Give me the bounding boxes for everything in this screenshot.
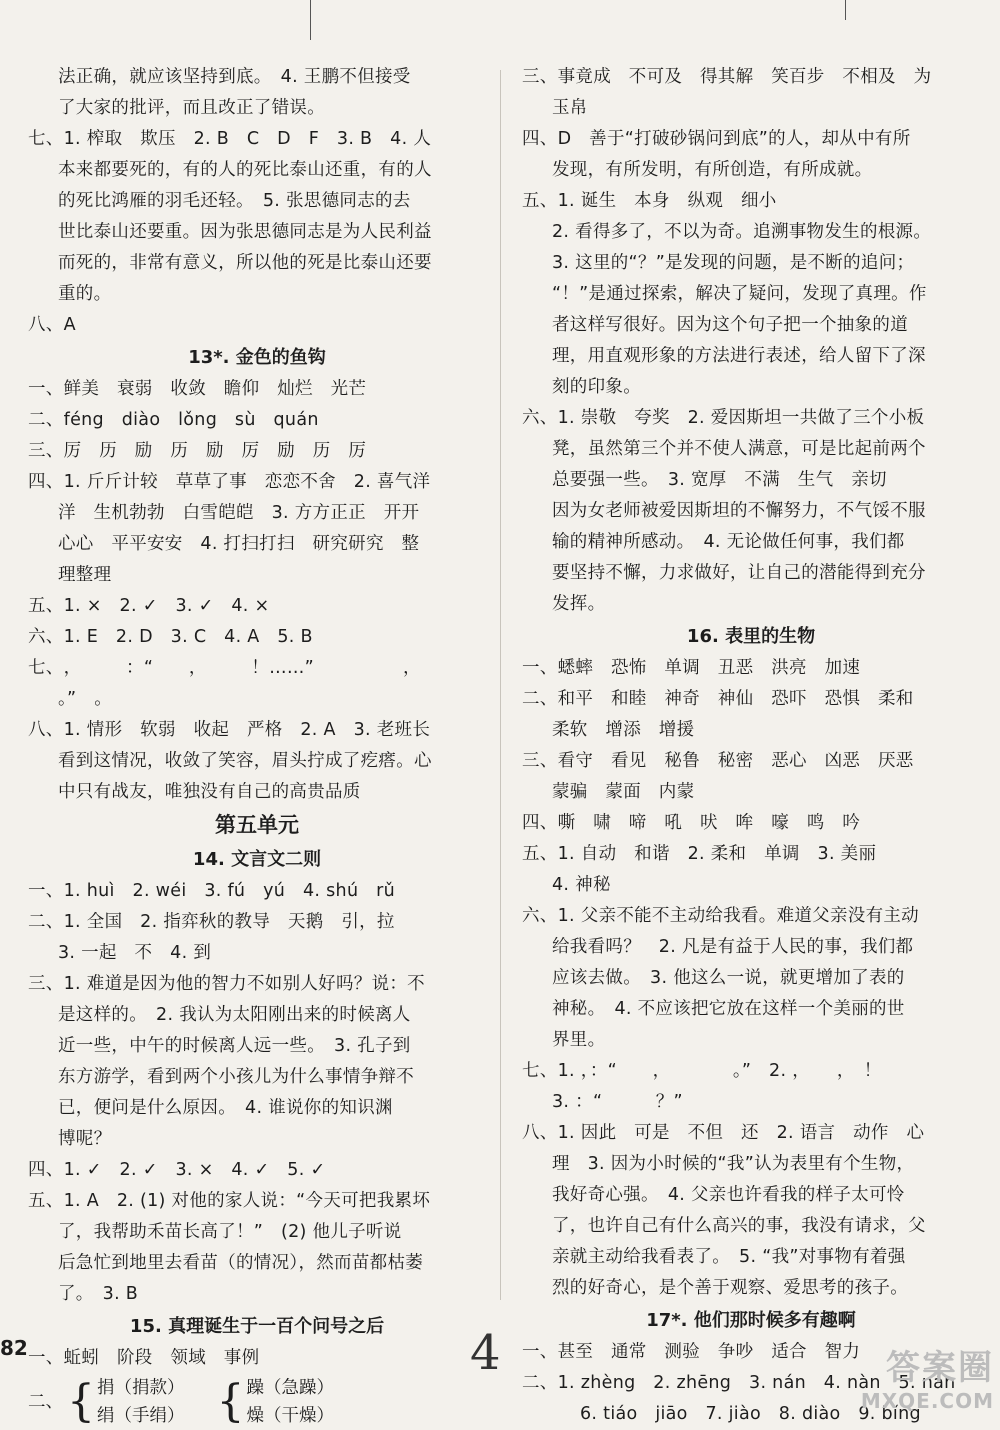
answer-text: 应该去做。 3. 他这么一说，就更增加了表的 bbox=[552, 968, 905, 988]
answer-line bbox=[522, 715, 980, 746]
answer-line bbox=[522, 1087, 980, 1118]
answer-text: 已，便问是什么原因。 4. 谁说你的知识渊 bbox=[58, 1098, 393, 1118]
answer-line bbox=[522, 372, 980, 403]
answer-line bbox=[28, 217, 486, 248]
answer-line bbox=[28, 1000, 486, 1031]
lesson-title: 14. 文言文二则 bbox=[192, 849, 322, 870]
answer-line bbox=[522, 155, 980, 186]
answer-text: 要坚持不懈，力求做好，让自己的潜能得到充分 bbox=[552, 563, 926, 583]
answer-text: 发现，有所发明，有所创造，有所成就。 bbox=[552, 160, 873, 180]
answer-line bbox=[522, 746, 980, 777]
answer-line bbox=[28, 969, 486, 1000]
answer-text: 了。 3. B bbox=[58, 1284, 139, 1304]
answer-line bbox=[28, 124, 486, 155]
handwritten-mark: 4 bbox=[470, 1325, 501, 1381]
answer-line bbox=[522, 186, 980, 217]
answer-text: 1. × 2. ✓ 3. ✓ 4. × bbox=[63, 596, 270, 616]
brace-item: 绢（手绢） bbox=[97, 1406, 185, 1426]
answer-line bbox=[522, 684, 980, 715]
lesson-title: 15. 真理诞生于一百个问号之后 bbox=[129, 1316, 385, 1337]
answer-line bbox=[522, 1180, 980, 1211]
answer-line bbox=[28, 93, 486, 124]
answer-line bbox=[522, 777, 980, 808]
unit-heading: 第五单元 bbox=[215, 813, 299, 837]
answer-text: 后急忙到地里去看苗（的情况），然而苗都枯萎 bbox=[58, 1253, 424, 1273]
left-column bbox=[28, 62, 486, 1430]
question-label: 四、 bbox=[28, 472, 64, 492]
answer-text: 1. 崇敬 夸奖 2. 爱因斯坦一共做了三个小板 bbox=[557, 408, 925, 428]
answer-line bbox=[522, 527, 980, 558]
answer-line bbox=[522, 963, 980, 994]
answer-text: 洋 生机勃勃 白雪皑皑 3. 方方正正 开开 bbox=[58, 503, 420, 523]
answer-text: 博呢？ bbox=[58, 1129, 112, 1149]
question-label: 二、 bbox=[522, 1373, 558, 1393]
answer-line bbox=[522, 1118, 980, 1149]
question-label: 五、 bbox=[522, 191, 558, 211]
answer-line bbox=[522, 217, 980, 248]
question-label: 一、 bbox=[522, 658, 558, 678]
answer-line bbox=[28, 1124, 486, 1155]
answer-line bbox=[28, 777, 486, 808]
answer-line bbox=[522, 558, 980, 589]
answer-text: 1. 自动 和谐 2. 柔和 单调 3. 美丽 bbox=[557, 844, 877, 864]
answer-text: 厉 历 励 历 励 厉 励 历 厉 bbox=[63, 441, 367, 461]
answer-text: 理整理 bbox=[58, 565, 112, 585]
question-label: 八、 bbox=[522, 1123, 558, 1143]
answer-text: 蟋蟀 恐怖 单调 丑恶 洪亮 加速 bbox=[557, 658, 861, 678]
answer-text: 柔软 增添 增援 bbox=[552, 720, 695, 740]
answer-text: 凳，虽然第三个并不使人满意，可是比起前两个 bbox=[552, 439, 926, 459]
answer-line bbox=[28, 1217, 486, 1248]
lesson-title: 13*. 金色的鱼钩 bbox=[188, 347, 326, 368]
answer-text: 1. 全国 2. 指弈秋的教导 天鹅 引，拉 bbox=[63, 912, 395, 932]
answer-text: 是这样的。 2. 我认为太阳刚出来的时候离人 bbox=[58, 1005, 411, 1025]
question-label: 七、 bbox=[522, 1061, 558, 1081]
question-label: 七、 bbox=[28, 129, 64, 149]
answer-line bbox=[522, 839, 980, 870]
answer-text: 的死比鸿雁的羽毛还轻。 5. 张思德同志的去 bbox=[58, 191, 411, 211]
answer-line bbox=[28, 1186, 486, 1217]
answer-text: 看到这情况，收敛了笑容，眉头拧成了疙瘩。心 bbox=[58, 751, 432, 771]
answer-text: 。” 。 bbox=[58, 689, 113, 709]
answer-line bbox=[522, 808, 980, 839]
answer-text: 1. E 2. D 3. C 4. A 5. B bbox=[63, 627, 313, 647]
question-label: 八、 bbox=[28, 315, 64, 335]
answer-line bbox=[522, 1273, 980, 1304]
answer-line bbox=[522, 932, 980, 963]
question-label: 二、 bbox=[522, 689, 558, 709]
answer-line bbox=[28, 310, 486, 341]
lesson-title: 17*. 他们那时候多有趣啊 bbox=[646, 1310, 856, 1331]
question-label: 一、 bbox=[28, 379, 64, 399]
answer-line bbox=[522, 93, 980, 124]
answer-text: “！”是通过探索，解决了疑问，发现了真理。作 bbox=[552, 284, 927, 304]
watermark-url: MXQE.COM bbox=[860, 1389, 994, 1413]
question-label: 四、 bbox=[522, 813, 558, 833]
question-label: 八、 bbox=[28, 720, 64, 740]
answer-text: 1. 榨取 欺压 2. B C D F 3. B 4. 人 bbox=[63, 129, 432, 149]
question-label: 五、 bbox=[522, 844, 558, 864]
answer-line bbox=[28, 938, 486, 969]
answer-text: 1. 难道是因为他的智力不如别人好吗？说：不 bbox=[63, 974, 425, 994]
answer-text: 东方游学，看到两个小孩儿为什么事情争辩不 bbox=[58, 1067, 414, 1087]
answer-text: 和平 和睦 神奇 神仙 恐吓 恐惧 柔和 bbox=[557, 689, 914, 709]
answer-text: 6. tiáo jiāo 7. jiào 8. diào 9. bǐng bbox=[580, 1404, 921, 1424]
question-label: 三、 bbox=[522, 67, 558, 87]
answer-line bbox=[522, 465, 980, 496]
answer-line bbox=[28, 436, 486, 467]
scan-mark bbox=[845, 0, 846, 20]
answer-line bbox=[28, 907, 486, 938]
answer-text: ， ：“ ， ！……” ， bbox=[63, 658, 421, 678]
watermark-logo-text: 答案圈 bbox=[886, 1348, 994, 1388]
answer-text: 玉帛 bbox=[552, 98, 588, 118]
question-label: 六、 bbox=[28, 627, 64, 647]
question-label: 一、 bbox=[28, 881, 64, 901]
answer-line bbox=[28, 498, 486, 529]
answer-text: 我好奇心强。 4. 父亲也许看我的样子太可怜 bbox=[552, 1185, 905, 1205]
answer-line bbox=[28, 876, 486, 907]
answer-text: 理 3. 因为小时候的“我”认为表里有个生物， bbox=[552, 1154, 915, 1174]
answer-text: 蚯蚓 阶段 领域 事例 bbox=[63, 1348, 260, 1368]
answer-line bbox=[522, 1211, 980, 1242]
answer-text: 2. 看得多了，不以为奇。追溯事物发生的根源。 bbox=[552, 222, 932, 242]
question-label: 四、 bbox=[522, 129, 558, 149]
answer-text: D 善于“打破砂锅问到底”的人，却从中有所 bbox=[557, 129, 911, 149]
answer-text: 事竟成 不可及 得其解 笑百步 不相及 为 bbox=[557, 67, 932, 87]
answer-line bbox=[522, 434, 980, 465]
question-label: 二、 bbox=[28, 410, 64, 430]
answer-text: 3. 这里的“？”是发现的问题，是不断的追问； bbox=[552, 253, 915, 273]
answer-text: 1. 斤斤计较 草草了事 恋恋不舍 2. 喜气洋 bbox=[63, 472, 431, 492]
answer-text: 1. huì 2. wéi 3. fú yú 4. shú rǔ bbox=[63, 881, 396, 901]
answer-line bbox=[522, 994, 980, 1025]
lesson-title: 16. 表里的生物 bbox=[686, 626, 816, 647]
question-label: 四、 bbox=[28, 1160, 64, 1180]
answer-text: 发挥。 bbox=[552, 594, 606, 614]
scan-mark bbox=[310, 0, 311, 40]
answer-text: 近一些，中午的时候离人远一些。 3. 孔子到 bbox=[58, 1036, 411, 1056]
answer-line bbox=[522, 589, 980, 620]
answer-text: 嘶 啸 啼 吼 吠 哞 嚎 鸣 吟 bbox=[557, 813, 861, 833]
answer-line bbox=[522, 1056, 980, 1087]
answer-line bbox=[28, 1155, 486, 1186]
answer-line bbox=[522, 62, 980, 93]
answer-line bbox=[522, 1025, 980, 1056]
answer-text: 1. ，：“ ， 。” 2. ， ， ！ bbox=[557, 1061, 882, 1081]
answer-text: 给我看吗？ 2. 凡是有益于人民的事，我们都 bbox=[552, 937, 914, 957]
answer-line bbox=[28, 653, 486, 684]
answer-line bbox=[28, 1279, 486, 1310]
answer-line bbox=[28, 1062, 486, 1093]
answer-text: 看守 看见 秘鲁 秘密 恶心 凶恶 厌恶 bbox=[557, 751, 914, 771]
answer-text: 神秘。 4. 不应该把它放在这样一个美丽的世 bbox=[552, 999, 905, 1019]
answer-text: 1. 情形 软弱 收起 严格 2. A 3. 老班长 bbox=[63, 720, 431, 740]
answer-text: 心心 平平安安 4. 打扫打扫 研究研究 整 bbox=[58, 534, 420, 554]
question-label: 六、 bbox=[522, 906, 558, 926]
answer-text: 1. 父亲不能不主动给我看。难道父亲没有主动 bbox=[557, 906, 919, 926]
right-column bbox=[522, 62, 980, 1430]
answer-text: 世比泰山还要重。因为张思德同志是为人民利益 bbox=[58, 222, 432, 242]
answer-line bbox=[522, 496, 980, 527]
answer-line bbox=[28, 560, 486, 591]
answer-text: 1. ✓ 2. ✓ 3. × 4. ✓ 5. ✓ bbox=[63, 1160, 326, 1180]
question-label: 一、 bbox=[522, 1342, 558, 1362]
answer-line bbox=[28, 248, 486, 279]
brace-answer bbox=[28, 1374, 486, 1430]
answer-line bbox=[28, 405, 486, 436]
answer-line bbox=[28, 155, 486, 186]
question-label: 六、 bbox=[522, 408, 558, 428]
question-label: 七、 bbox=[28, 658, 64, 678]
answer-text: 3. ：“ ？” bbox=[552, 1092, 683, 1112]
answer-text: 重的。 bbox=[58, 284, 112, 304]
answer-text: 刻的印象。 bbox=[552, 377, 641, 397]
answer-text: 1. 因此 可是 不但 还 2. 语言 动作 心 bbox=[557, 1123, 925, 1143]
answer-line bbox=[28, 715, 486, 746]
answer-line bbox=[522, 279, 980, 310]
answer-line bbox=[28, 1343, 486, 1374]
question-label: 一、 bbox=[28, 1348, 64, 1368]
page-number: 82 bbox=[0, 1336, 28, 1360]
answer-line bbox=[28, 746, 486, 777]
answer-line bbox=[522, 403, 980, 434]
answer-line bbox=[28, 1093, 486, 1124]
answer-text: 理，用直观形象的方法进行表述，给人留下了深 bbox=[552, 346, 926, 366]
answer-line bbox=[28, 684, 486, 715]
answer-text: 中只有战友，唯独没有自己的高贵品质 bbox=[58, 782, 361, 802]
answer-text: 界里。 bbox=[552, 1030, 606, 1050]
answer-line bbox=[522, 341, 980, 372]
answer-line bbox=[28, 591, 486, 622]
answer-text: 法正确，就应该坚持到底。 4. 王鹏不但接受 bbox=[58, 67, 411, 87]
answer-line bbox=[522, 870, 980, 901]
brace-group bbox=[97, 1374, 185, 1430]
answer-text: 1. zhèng 2. zhēng 3. nán 4. nàn 5. nán bbox=[557, 1373, 956, 1393]
answer-line bbox=[28, 374, 486, 405]
watermark bbox=[861, 1340, 994, 1413]
answer-line bbox=[28, 467, 486, 498]
answer-text: 了，也许自己有什么高兴的事，我没有请求，父 bbox=[552, 1216, 926, 1236]
answer-text: féng diào lǒng sù quán bbox=[63, 410, 319, 430]
answer-line bbox=[28, 62, 486, 93]
answer-line bbox=[522, 310, 980, 341]
answer-line bbox=[28, 1031, 486, 1062]
brace-item: 燥（干燥） bbox=[246, 1406, 334, 1426]
answer-line bbox=[28, 279, 486, 310]
answer-line bbox=[28, 1248, 486, 1279]
answer-text: 而死的，非常有意义，所以他的死是比泰山还要 bbox=[58, 253, 432, 273]
answer-line bbox=[522, 1242, 980, 1273]
brace-symbol: { bbox=[216, 1376, 245, 1427]
question-label: 三、 bbox=[522, 751, 558, 771]
answer-text: 了大家的批评，而且改正了错误。 bbox=[58, 98, 325, 118]
answer-text: 4. 神秘 bbox=[552, 875, 611, 895]
answer-text: 蒙骗 蒙面 内蒙 bbox=[552, 782, 695, 802]
answer-text: 3. 一起 不 4. 到 bbox=[58, 943, 212, 963]
answer-line bbox=[28, 186, 486, 217]
answer-text: 因为女老师被爱因斯坦的不懈努力，不气馁不服 bbox=[552, 501, 926, 521]
answer-text: 1. 诞生 本身 纵观 细小 bbox=[557, 191, 777, 211]
answer-text: 亲就主动给我看表了。 5. “我”对事物有着强 bbox=[552, 1247, 906, 1267]
question-label: 三、 bbox=[28, 441, 64, 461]
answer-line bbox=[28, 622, 486, 653]
question-label: 二、 bbox=[28, 912, 64, 932]
answer-line bbox=[522, 248, 980, 279]
answer-text: 1. A 2. (1) 对他的家人说：“今天可把我累坏 bbox=[63, 1191, 431, 1211]
brace-symbol: { bbox=[67, 1376, 95, 1427]
answer-line bbox=[522, 653, 980, 684]
brace-group bbox=[247, 1374, 335, 1430]
question-label: 三、 bbox=[28, 974, 64, 994]
answer-text: 甚至 通常 测验 争吵 适合 智力 bbox=[557, 1342, 861, 1362]
answer-line bbox=[28, 529, 486, 560]
answer-text: 总要强一些。 3. 宽厚 不满 生气 亲切 bbox=[552, 470, 887, 490]
answer-text: 了，我帮助禾苗长高了！” (2) 他儿子听说 bbox=[58, 1222, 402, 1242]
brace-item: 捐（捐款） bbox=[97, 1378, 185, 1398]
answer-text: 本来都要死的，有的人的死比泰山还重，有的人 bbox=[58, 160, 432, 180]
brace-item: 躁（急躁） bbox=[246, 1378, 334, 1398]
answer-line bbox=[522, 124, 980, 155]
answer-text: 烈的好奇心，是个善于观察、爱思考的孩子。 bbox=[552, 1278, 908, 1298]
answer-text: A bbox=[63, 315, 76, 335]
answer-line bbox=[522, 901, 980, 932]
answer-text: 鲜美 衰弱 收敛 瞻仰 灿烂 光芒 bbox=[63, 379, 367, 399]
answer-text: 者这样写很好。因为这个句子把一个抽象的道 bbox=[552, 315, 908, 335]
column-divider bbox=[500, 70, 501, 1300]
answer-line bbox=[522, 1149, 980, 1180]
question-label: 二、 bbox=[28, 1392, 63, 1412]
question-label: 五、 bbox=[28, 1191, 64, 1211]
question-label: 五、 bbox=[28, 596, 64, 616]
answer-text: 输的精神所感动。 4. 无论做任何事，我们都 bbox=[552, 532, 905, 552]
